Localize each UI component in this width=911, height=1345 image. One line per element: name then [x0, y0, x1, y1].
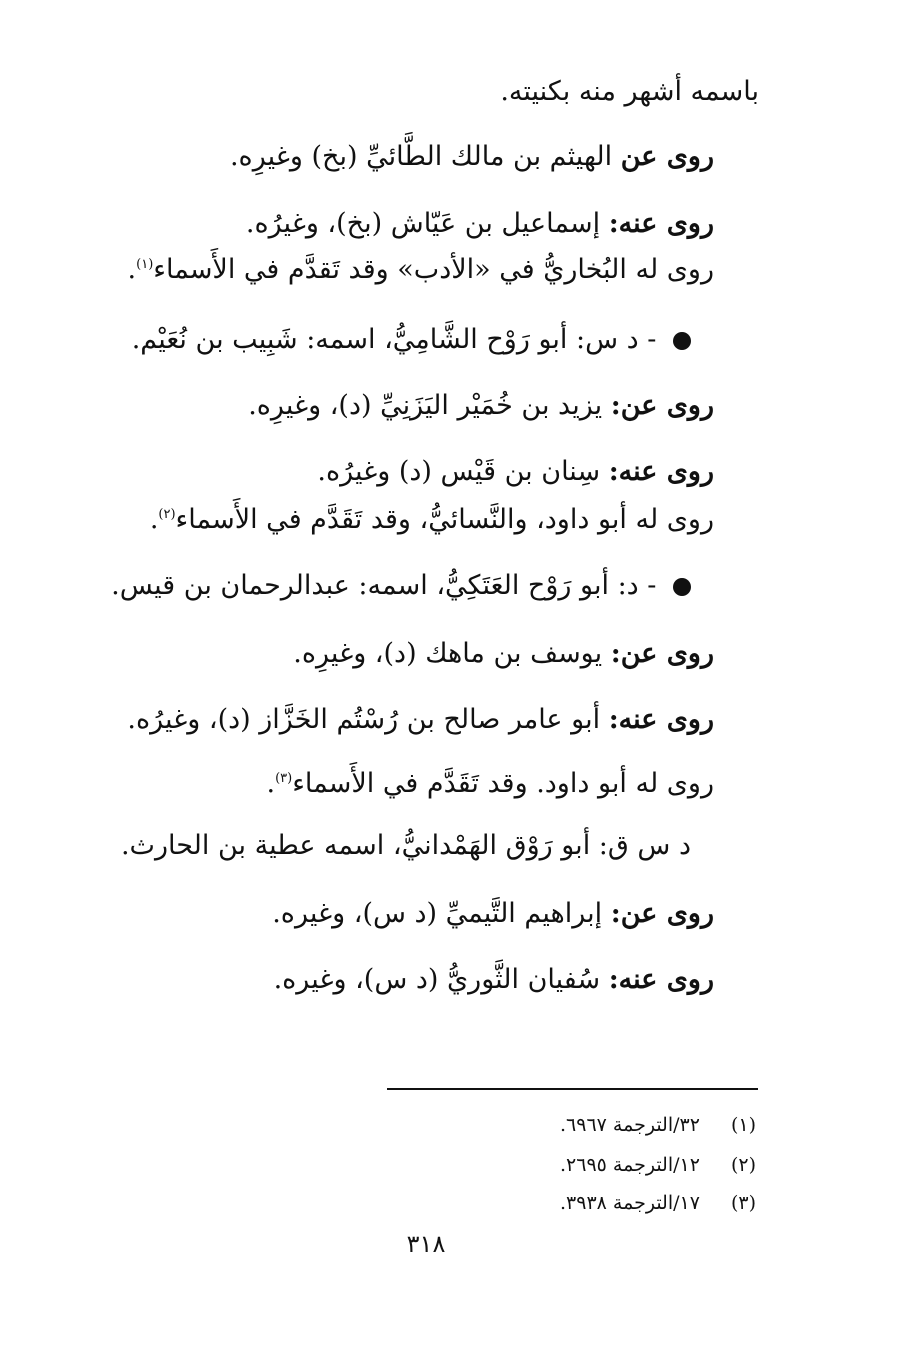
footnote-separator — [387, 1088, 758, 1090]
line-label: روى عن: — [610, 898, 714, 929]
narrated-by-line — [127, 700, 714, 740]
line-text: سِنان بن قَيْس (د) وغيرُه. — [317, 456, 601, 487]
line-label: روى عن: — [610, 638, 714, 669]
line-label: روى عن: — [610, 390, 714, 421]
entry-code: - د س: — [576, 324, 657, 355]
footnote-number: (١) — [730, 1114, 756, 1136]
line-text: سُفيان الثَّوريُّ (د س)، وغيره. — [273, 964, 601, 995]
line-text: يزيد بن خُمَيْر اليَزَنِيِّ (د)، وغيرِه. — [248, 390, 603, 421]
line-tail: . — [127, 254, 137, 285]
line-label: روى عنه: — [608, 456, 714, 487]
line-text: يوسف بن ماهك (د)، وغيرِه. — [293, 638, 603, 669]
footnote-ref: (٢) — [158, 507, 176, 522]
line-text: أبو رَوْق الهَمْدانيُّ، اسمه عطية بن الحارث. — [120, 830, 591, 861]
bullet-icon — [673, 578, 691, 596]
footnote-text: ١٢/الترجمة ٢٦٩٥. — [560, 1154, 700, 1176]
footnote-number: (٣) — [730, 1192, 756, 1214]
line-label: روى عنه: — [608, 964, 714, 995]
narrated-from-line — [293, 634, 714, 674]
footnote-number: (٢) — [730, 1154, 756, 1176]
line-text: إبراهيم التَّيميِّ (د س)، وغيره. — [272, 898, 603, 929]
text-line — [150, 500, 714, 540]
line-label: روى عنه: — [608, 208, 714, 239]
line-text: باسمه أشهر منه بكنيته. — [500, 76, 759, 107]
footnote — [560, 1150, 756, 1180]
entry-code: د س ق: — [598, 830, 691, 861]
footnote-ref: (٣) — [275, 771, 293, 786]
text-line — [128, 250, 714, 290]
text-line — [500, 72, 759, 112]
entry-code: - د: — [617, 570, 657, 601]
narrated-from-line — [272, 894, 714, 934]
narrated-by-line — [246, 204, 714, 244]
narrated-by-line — [274, 960, 714, 1000]
footnote-text: ١٧/الترجمة ٣٩٣٨. — [560, 1192, 700, 1214]
line-text: روى له أبو داود، والنَّسائيُّ، وقد تَقَدَّم في الأَسماء — [175, 504, 714, 535]
footnote — [560, 1110, 756, 1140]
narrated-from-line — [230, 137, 714, 177]
narrated-from-line — [248, 386, 714, 426]
line-label: روى عنه: — [608, 704, 714, 735]
text-line — [266, 764, 714, 804]
footnote-ref: (١) — [136, 257, 154, 272]
line-text: الهيثم بن مالك الطَّائيِّ (بخ) وغيرِه. — [229, 141, 613, 172]
page-number: ٣١٨ — [406, 1230, 446, 1258]
line-text: إسماعيل بن عَيّاش (بخ)، وغيرُه. — [245, 208, 601, 239]
footnote-text: ٣٢/الترجمة ٦٩٦٧. — [560, 1114, 700, 1136]
bullet-icon — [673, 332, 691, 350]
line-text: أبو عامر صالح بن رُسْتُم الخَزَّاز (د)، وغيرُه. — [127, 704, 601, 735]
line-text: أبو رَوْح الشَّامِيُّ، اسمه: شَبِيب بن نُعَيْم. — [131, 324, 568, 355]
line-tail: . — [266, 768, 276, 799]
line-text: روى له البُخاريُّ في «الأدب» وقد تَقدَّم في الأَسماء — [153, 254, 714, 285]
line-tail: . — [149, 504, 159, 535]
line-text: روى له أبو داود. وقد تَقَدَّم في الأَسماء — [292, 768, 714, 799]
entry-heading — [111, 566, 691, 606]
entry-heading — [132, 320, 691, 360]
line-text: أبو رَوْح العَتَكِيُّ، اسمه: عبدالرحمان بن قيس. — [111, 570, 609, 601]
narrated-by-line — [317, 452, 714, 492]
line-label: روى عن — [620, 141, 714, 172]
footnote — [560, 1188, 756, 1218]
entry-heading — [121, 826, 691, 866]
